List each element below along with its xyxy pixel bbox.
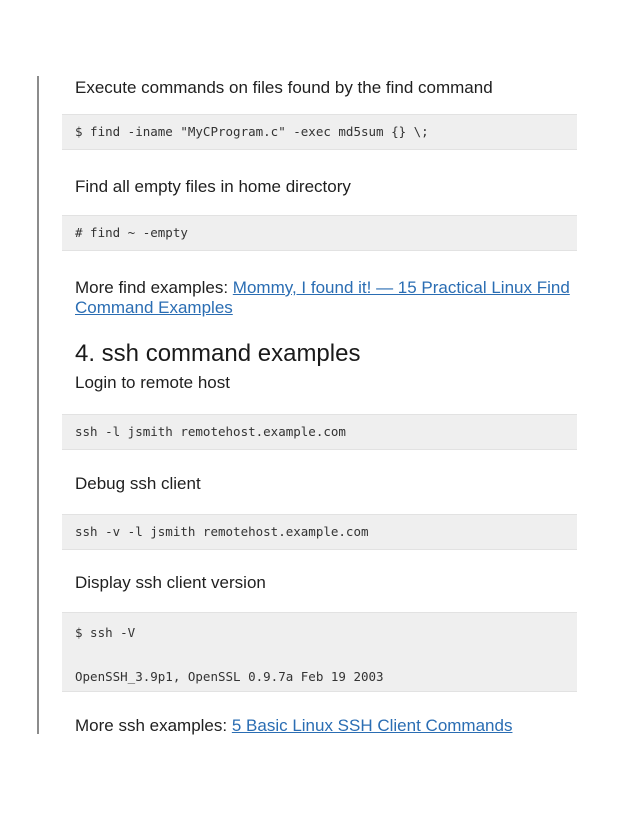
ssh-debug-description: Debug ssh client — [75, 474, 201, 493]
left-margin-rule — [37, 76, 39, 734]
find-empty-code-block: # find ~ -empty — [62, 215, 577, 251]
find-examples-link[interactable]: Mommy, I found it! — 15 Practical Linux Find Command Examples — [75, 278, 570, 317]
find-exec-code-block: $ find -iname "MyCProgram.c" -exec md5sum {} \; — [62, 114, 577, 150]
ssh-login-description: Login to remote host — [75, 373, 230, 392]
find-empty-description: Find all empty files in home directory — [75, 177, 351, 196]
find-more-examples — [75, 278, 578, 318]
ssh-version-output: OpenSSH_3.9p1, OpenSSL 0.9.7a Feb 19 2003 — [75, 669, 384, 684]
ssh-version-command: $ ssh -V — [75, 625, 136, 640]
ssh-more-examples — [75, 716, 578, 736]
find-exec-description: Execute commands on files found by the find command — [75, 78, 493, 97]
ssh-debug-code-block: ssh -v -l jsmith remotehost.example.com — [62, 514, 577, 550]
ssh-login-code-block: ssh -l jsmith remotehost.example.com — [62, 414, 577, 450]
ssh-version-code-block — [62, 612, 577, 692]
find-more-prefix: More find examples: — [75, 278, 233, 297]
ssh-examples-link[interactable]: 5 Basic Linux SSH Client Commands — [231, 716, 513, 735]
ssh-section-heading: 4. ssh command examples — [75, 340, 361, 367]
ssh-version-description: Display ssh client version — [75, 573, 266, 592]
ssh-more-prefix: More ssh examples: — [75, 716, 232, 735]
